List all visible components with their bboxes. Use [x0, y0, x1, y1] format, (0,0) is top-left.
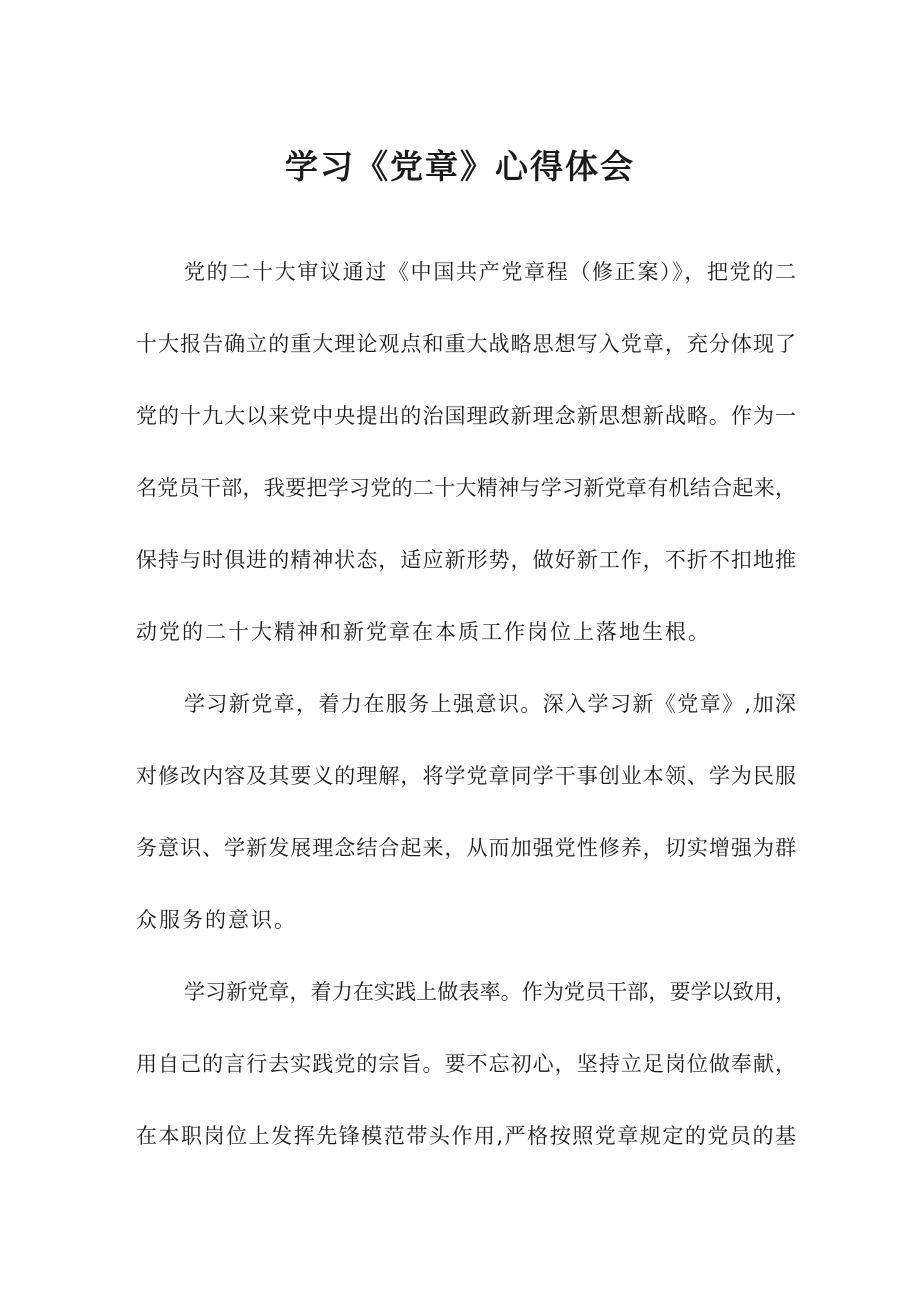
paragraph-1-line-5: 保持与时俱进的精神状态，适应新形势，做好新工作，不折不扣地推: [136, 548, 796, 572]
document-title: 学习《党章》心得体会: [285, 147, 635, 186]
paragraph-3-line-3: 在本职岗位上发挥先锋模范带头作用,严格按照党章规定的党员的基: [136, 1124, 796, 1148]
paragraph-1-line-6: 动党的二十大精神和新党章在本质工作岗位上落地生根。: [136, 620, 711, 644]
paragraph-1-line-2: 十大报告确立的重大理论观点和重大战略思想写入党章，充分体现了: [136, 332, 796, 356]
paragraph-3-line-2: 用自己的言行去实践党的宗旨。要不忘初心，坚持立足岗位做奉献，: [136, 1052, 796, 1076]
paragraph-3-line-1: 学习新党章，着力在实践上做表率。作为党员干部，要学以致用，: [184, 980, 796, 1004]
paragraph-1-line-3: 党的十九大以来党中央提出的治国理政新理念新思想新战略。作为一: [136, 404, 796, 428]
paragraph-1-line-4: 名党员干部，我要把学习党的二十大精神与学习新党章有机结合起来，: [136, 476, 796, 500]
paragraph-2-line-1: 学习新党章，着力在服务上强意识。深入学习新《党章》,加深: [184, 692, 796, 716]
paragraph-2-line-4: 众服务的意识。: [136, 908, 297, 932]
paragraph-1-line-1: 党的二十大审议通过《中国共产党章程（修正案）》，把党的二: [184, 260, 796, 284]
paragraph-2-line-3: 务意识、学新发展理念结合起来，从而加强党性修养，切实增强为群: [136, 836, 796, 860]
paragraph-2-line-2: 对修改内容及其要义的理解，将学党章同学干事创业本领、学为民服: [136, 764, 796, 788]
